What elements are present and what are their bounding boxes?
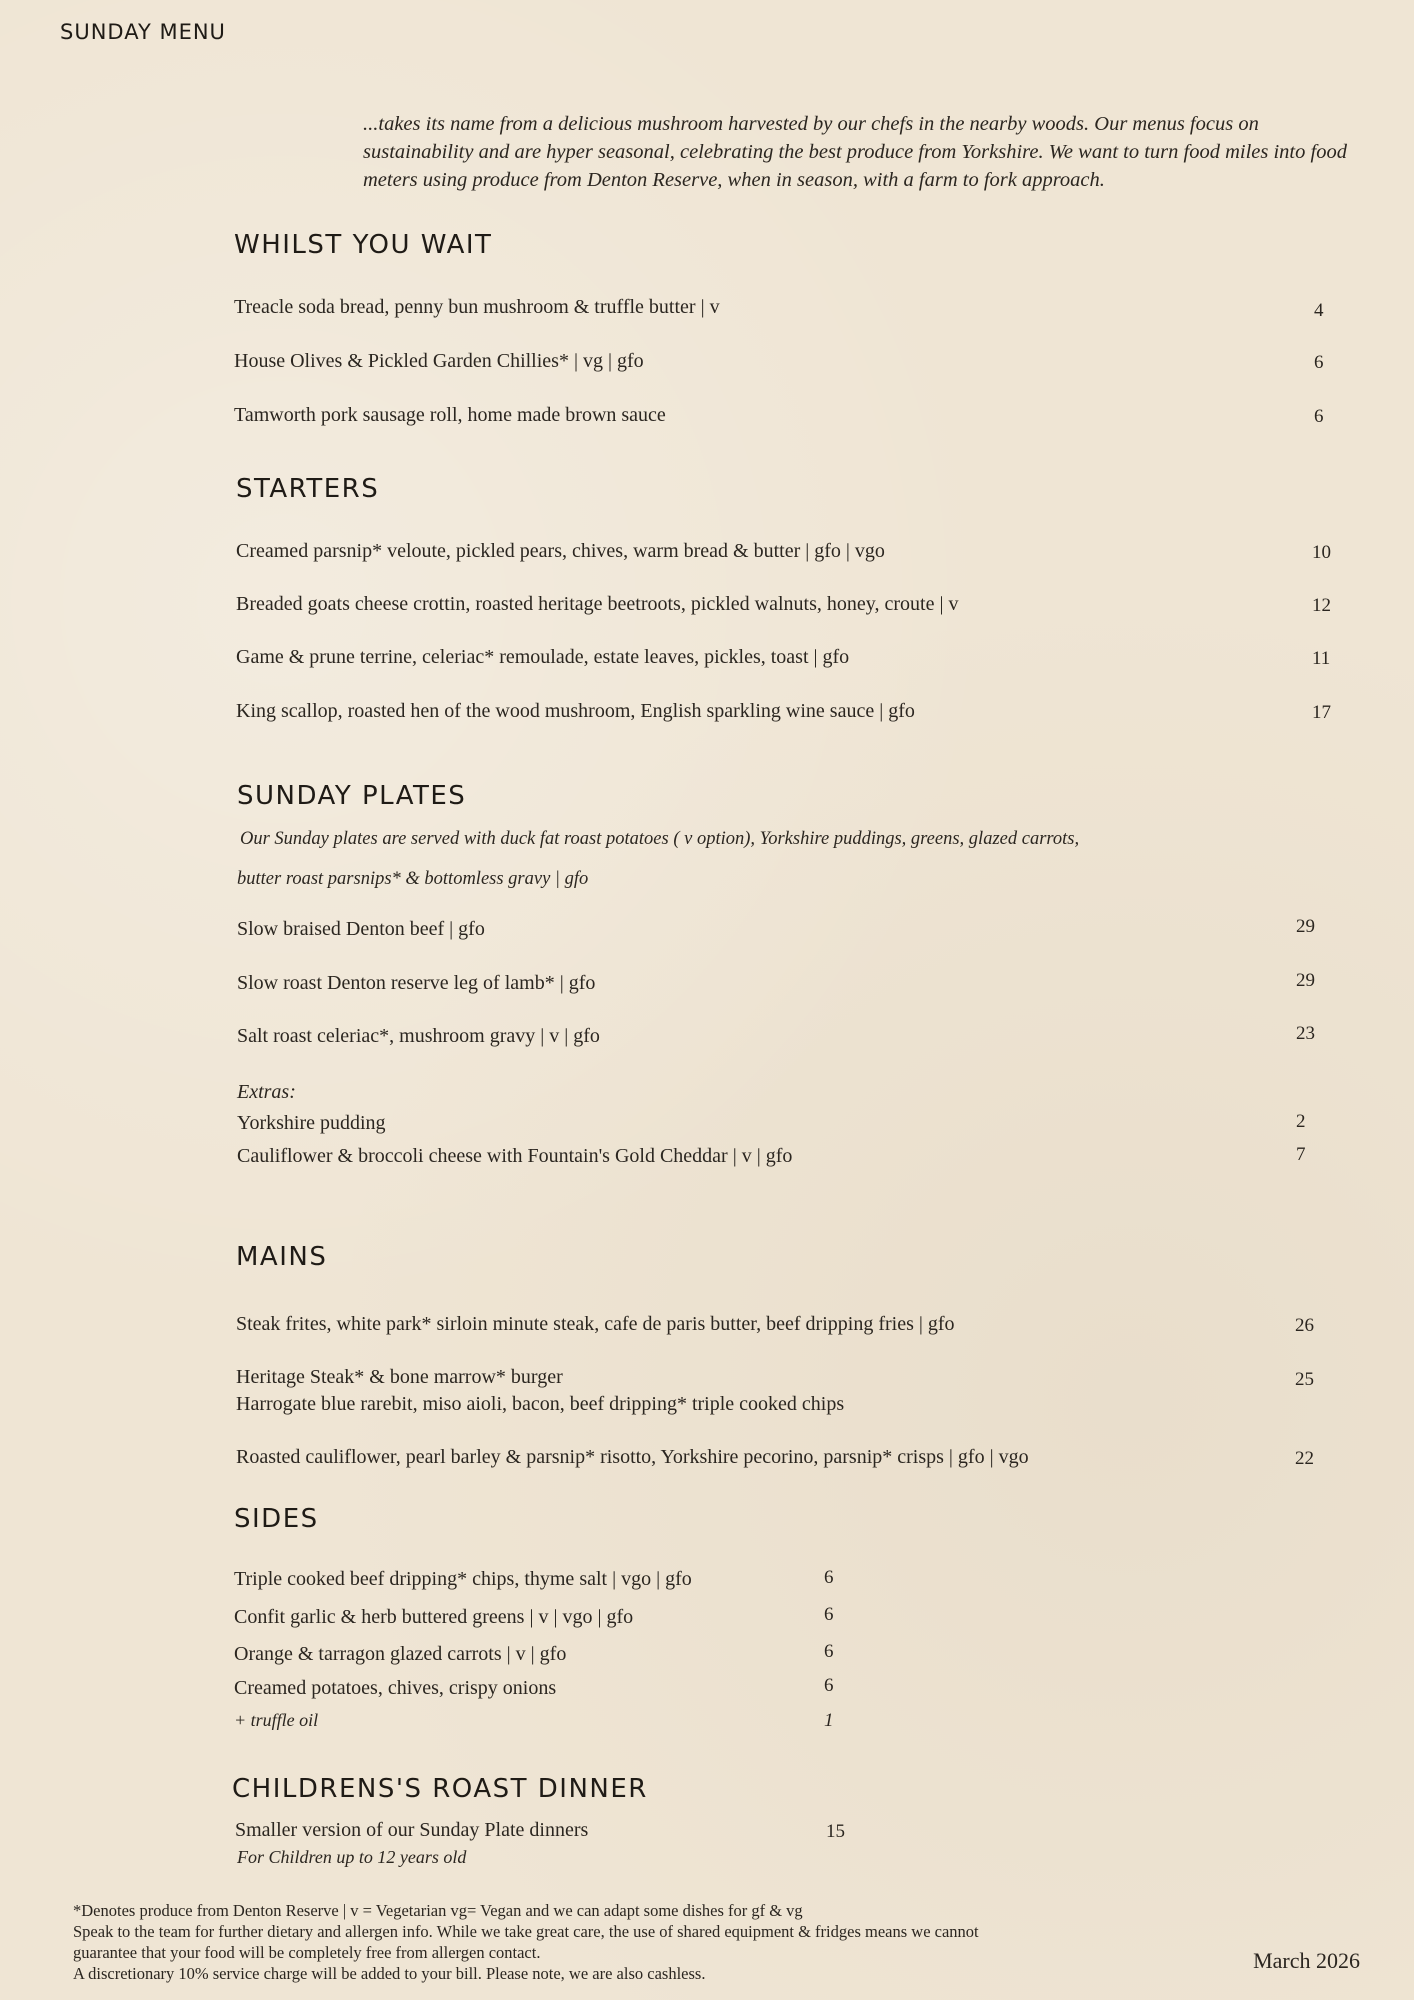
menu-item: Steak frites, white park* sirloin minute steak, cafe de paris butter, beef dripping fries | gfo <box>236 1313 955 1335</box>
section-starters <box>236 474 1336 723</box>
menu-item-price: 25 <box>1295 1369 1314 1390</box>
menu-item: Game & prune terrine, celeriac* remoulade, estate leaves, pickles, toast | gfo <box>236 646 850 668</box>
menu-item: King scallop, roasted hen of the wood mushroom, English sparkling wine sauce | gfo <box>236 700 915 722</box>
menu-item-price: 6 <box>824 1567 834 1588</box>
section-whilst-you-wait <box>234 230 1334 427</box>
sunday-plates-description: butter roast parsnips* & bottomless gravy | gfo <box>237 869 589 889</box>
menu-date: March 2026 <box>1253 1948 1360 1973</box>
menu-item: Roasted cauliflower, pearl barley & parsnip* risotto, Yorkshire pecorino, parsnip* crisps | gfo | vgo <box>236 1446 1029 1468</box>
section-heading: SIDES <box>234 1504 319 1534</box>
menu-title: SUNDAY MENU <box>60 20 226 44</box>
section-heading: CHILDRENS'S ROAST DINNER <box>232 1774 648 1804</box>
section-mains <box>236 1242 1336 1469</box>
menu-item-price: 6 <box>1314 406 1324 427</box>
menu-item: Creamed parsnip* veloute, pickled pears, chives, warm bread & butter | gfo | vgo <box>236 540 885 562</box>
menu-item: Treacle soda bread, penny bun mushroom & truffle butter | v <box>234 296 720 318</box>
menu-item-price: 6 <box>824 1604 834 1625</box>
menu-item-price: 17 <box>1312 702 1331 723</box>
footer-line: A discretionary 10% service charge will be added to your bill. Please note, we are also cashless. <box>73 1964 706 1983</box>
section-sides <box>234 1504 1334 1731</box>
menu-item: Smaller version of our Sunday Plate dinners <box>235 1819 589 1841</box>
intro-text: ...takes its name from a delicious mushroom harvested by our chefs in the nearby woods. Our menus focus on sustainability and are hyper seasonal, celebrating the best produce from Yorkshire. We want to turn food miles into food meters using produce from Denton Reserve, when in season, with a farm to fork approach. <box>363 113 1347 191</box>
section-heading: WHILST YOU WAIT <box>234 230 493 260</box>
extras-label: Extras: <box>237 1081 296 1103</box>
menu-item: Creamed potatoes, chives, crispy onions <box>234 1677 557 1699</box>
menu-item-price: 6 <box>824 1641 834 1662</box>
section-heading: MAINS <box>236 1242 328 1272</box>
menu-item-price: 10 <box>1312 542 1331 563</box>
footer-line: *Denotes produce from Denton Reserve | v = Vegetarian vg= Vegan and we can adapt some dishes for gf & vg <box>73 1901 803 1920</box>
menu-item-price: 2 <box>1296 1111 1306 1132</box>
menu-item-price: 6 <box>824 1675 834 1696</box>
menu-item-price: 15 <box>826 1821 845 1842</box>
menu-item: Slow braised Denton beef | gfo <box>237 918 485 940</box>
menu-item: Yorkshire pudding <box>237 1112 386 1134</box>
menu-item-price: 1 <box>824 1710 834 1731</box>
childrens-note: For Children up to 12 years old <box>237 1847 467 1867</box>
menu-item-price: 23 <box>1296 1023 1315 1044</box>
menu-item: Slow roast Denton reserve leg of lamb* | gfo <box>237 972 596 994</box>
menu-item-price: 4 <box>1314 300 1324 321</box>
footer-line: Speak to the team for further dietary and allergen info. While we take great care, the use of shared equipment & fridges means we cannot <box>73 1922 979 1941</box>
footer-notes <box>73 1900 1223 1984</box>
menu-item-price: 6 <box>1314 352 1324 373</box>
menu-item: Triple cooked beef dripping* chips, thyme salt | vgo | gfo <box>234 1568 692 1590</box>
menu-item: Confit garlic & herb buttered greens | v | vgo | gfo <box>234 1606 634 1628</box>
menu-item: Heritage Steak* & bone marrow* burger <box>236 1366 563 1388</box>
menu-item: Tamworth pork sausage roll, home made brown sauce <box>234 404 666 426</box>
menu-item-price: 12 <box>1312 595 1331 616</box>
footer-line: guarantee that your food will be completely free from allergen contact. <box>73 1943 541 1962</box>
section-sunday-plates <box>237 781 1337 1167</box>
menu-item-price: 26 <box>1295 1315 1314 1336</box>
sunday-plates-description: Our Sunday plates are served with duck fat roast potatoes ( v option), Yorkshire puddings, greens, glazed carrots, <box>240 829 1080 849</box>
section-heading: STARTERS <box>236 474 380 504</box>
menu-item-subtext: Harrogate blue rarebit, miso aioli, bacon, beef dripping* triple cooked chips <box>236 1393 845 1415</box>
menu-item-price: 29 <box>1296 970 1315 991</box>
menu-item-price: 29 <box>1296 916 1315 937</box>
menu-item: House Olives & Pickled Garden Chillies* | vg | gfo <box>234 350 644 372</box>
menu-item-price: 22 <box>1295 1448 1314 1469</box>
menu-item-price: 11 <box>1312 648 1331 669</box>
menu-item: Salt roast celeriac*, mushroom gravy | v | gfo <box>237 1025 600 1047</box>
menu-addon: + truffle oil <box>234 1710 319 1730</box>
section-childrens-roast <box>232 1774 1332 1867</box>
section-heading: SUNDAY PLATES <box>237 781 467 811</box>
menu-item-price: 7 <box>1296 1144 1306 1165</box>
menu-item: Breaded goats cheese crottin, roasted heritage beetroots, pickled walnuts, honey, croute | v <box>236 593 959 615</box>
menu-item: Orange & tarragon glazed carrots | v | gfo <box>234 1643 567 1665</box>
menu-item: Cauliflower & broccoli cheese with Fountain's Gold Cheddar | v | gfo <box>237 1145 793 1167</box>
